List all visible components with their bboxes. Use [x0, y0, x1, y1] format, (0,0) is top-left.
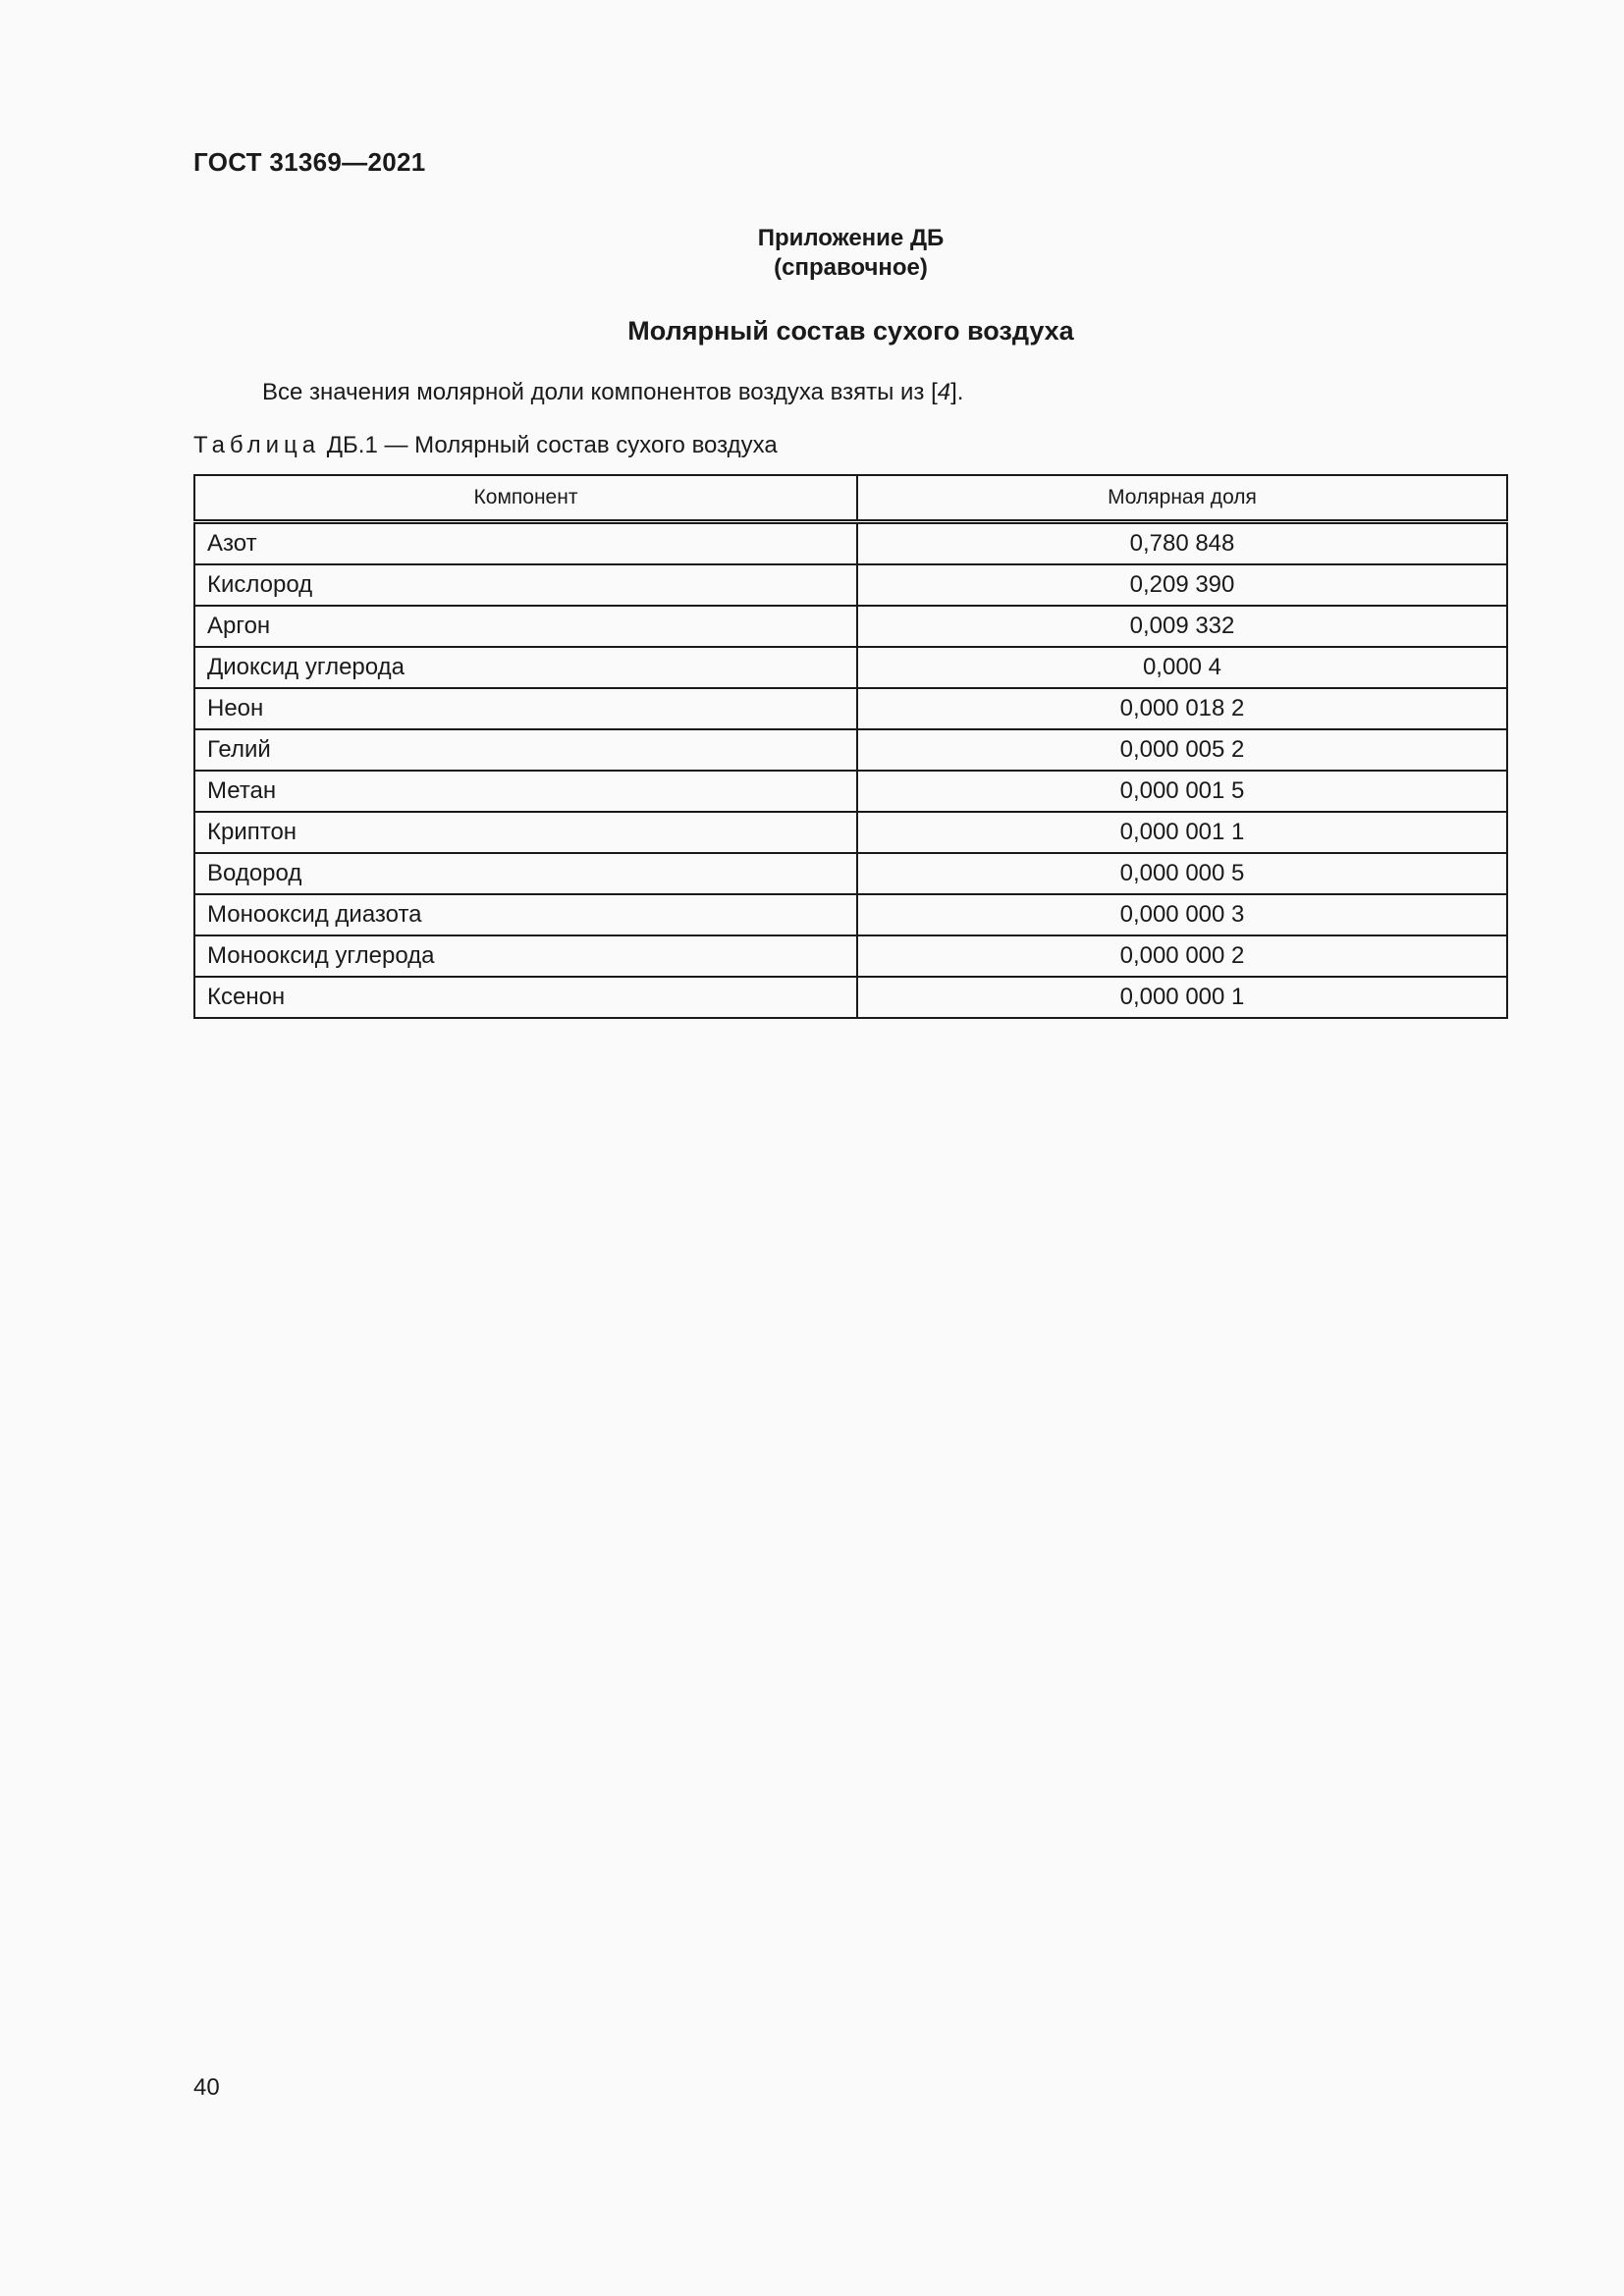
section-title: Молярный состав сухого воздуха	[627, 316, 1074, 346]
intro-text-after: ].	[950, 379, 964, 405]
table-row	[194, 729, 1507, 771]
mole-fraction-cell: 0,000 001 1	[857, 812, 1507, 853]
mole-fraction-cell: 0,000 005 2	[857, 729, 1507, 771]
column-header-component: Компонент	[194, 475, 857, 522]
component-name-cell: Кислород	[194, 564, 857, 606]
mole-fraction-cell: 0,000 001 5	[857, 771, 1507, 812]
component-name-cell: Диоксид углерода	[194, 647, 857, 688]
mole-fraction-cell: 0,009 332	[857, 606, 1507, 647]
table-row	[194, 688, 1507, 729]
component-name-cell: Водород	[194, 853, 857, 894]
table-row	[194, 564, 1507, 606]
component-name-cell: Монооксид углерода	[194, 935, 857, 977]
table-caption-text: ДБ.1 — Молярный состав сухого воздуха	[320, 432, 778, 458]
component-name-cell: Криптон	[194, 812, 857, 853]
component-name-cell: Неон	[194, 688, 857, 729]
appendix-heading	[0, 224, 1624, 283]
mole-fraction-cell: 0,000 4	[857, 647, 1507, 688]
mole-fraction-cell: 0,000 018 2	[857, 688, 1507, 729]
mole-fraction-cell: 0,000 000 3	[857, 894, 1507, 935]
table-row	[194, 522, 1507, 565]
table-header-row	[194, 475, 1507, 522]
component-name-cell: Азот	[194, 522, 857, 565]
mole-fraction-cell: 0,000 000 2	[857, 935, 1507, 977]
component-name-cell: Ксенон	[194, 977, 857, 1018]
mole-fraction-cell: 0,000 000 1	[857, 977, 1507, 1018]
table-row	[194, 977, 1507, 1018]
component-name-cell: Монооксид диазота	[194, 894, 857, 935]
document-code: ГОСТ 31369—2021	[193, 147, 426, 177]
table-row	[194, 894, 1507, 935]
table-row	[194, 812, 1507, 853]
appendix-title: Приложение ДБ	[757, 225, 945, 251]
reference-link: 4	[937, 379, 951, 405]
column-header-mole-fraction: Молярная доля	[857, 475, 1507, 522]
table-row	[194, 647, 1507, 688]
table-row	[194, 771, 1507, 812]
mole-fraction-cell: 0,209 390	[857, 564, 1507, 606]
component-name-cell: Метан	[194, 771, 857, 812]
mole-fraction-cell: 0,000 000 5	[857, 853, 1507, 894]
intro-paragraph	[262, 379, 963, 406]
component-name-cell: Аргон	[194, 606, 857, 647]
table-row	[194, 935, 1507, 977]
table-row	[194, 853, 1507, 894]
table-caption-label: Таблица	[193, 432, 321, 458]
table-body	[194, 522, 1507, 1019]
table-row	[194, 606, 1507, 647]
component-name-cell: Гелий	[194, 729, 857, 771]
table-caption	[193, 432, 778, 459]
appendix-subtitle: (справочное)	[774, 254, 928, 281]
page-number: 40	[193, 2074, 220, 2101]
mole-fraction-cell: 0,780 848	[857, 522, 1507, 565]
intro-text-before: Все значения молярной доли компонентов воздуха взяты из [	[262, 379, 938, 405]
composition-table	[193, 474, 1508, 1019]
